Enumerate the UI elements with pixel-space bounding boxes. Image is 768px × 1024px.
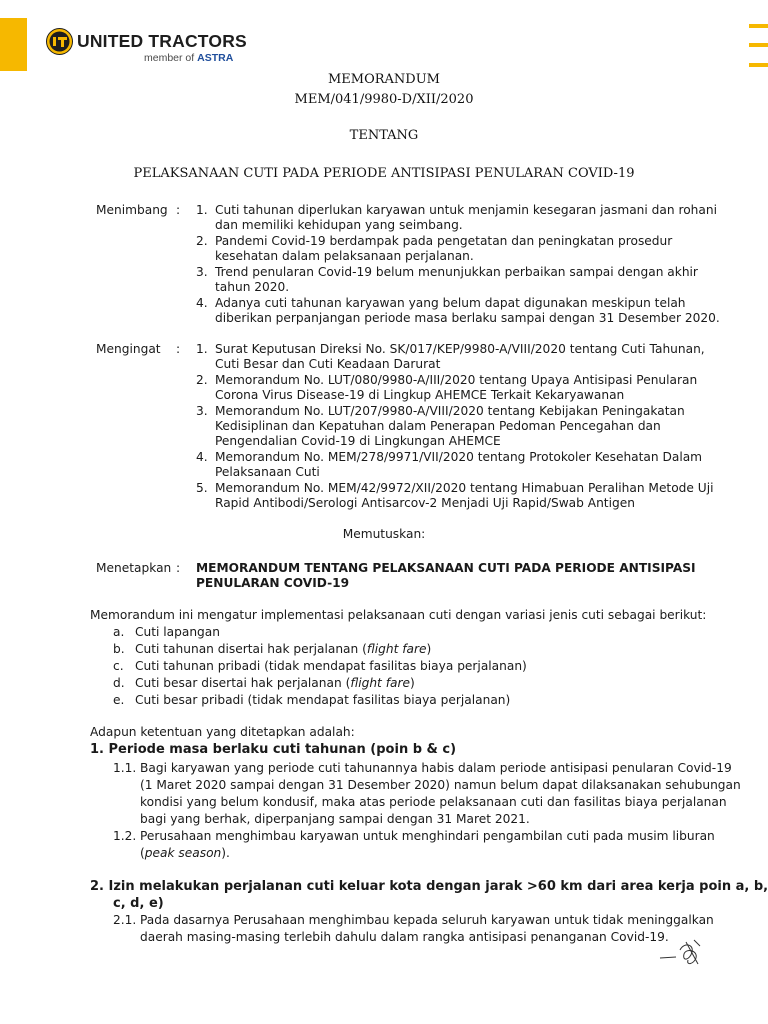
mengingat-line: Pelaksanaan Cuti	[215, 465, 320, 479]
mengingat-label: Mengingat	[96, 342, 161, 356]
menetapkan-label: Menetapkan	[96, 561, 172, 575]
mengingat-line: Memorandum No. MEM/278/9971/VII/2020 tentang Protokoler Kesehatan Dalam	[215, 450, 703, 464]
list-letter: c.	[113, 659, 124, 673]
logo-company-name: UNITED TRACTORS	[77, 31, 247, 51]
sub-line: Perusahaan menghimbau karyawan untuk menghindari pengambilan cuti pada musim liburan	[140, 829, 715, 843]
menimbang-label: Menimbang	[96, 203, 168, 217]
mengingat-num: 4.	[196, 450, 208, 464]
initial-signature	[658, 936, 708, 970]
menimbang-line: Cuti tahunan diperlukan karyawan untuk menjamin kesegaran jasmani dan rohani	[215, 203, 717, 217]
menimbang-line: Pandemi Covid-19 berdampak pada pengetatan dan peningkatan prosedur	[215, 234, 673, 248]
sub-num: 1.1.	[113, 761, 137, 775]
menimbang-num: 1.	[196, 203, 208, 217]
list-item: Cuti lapangan	[135, 625, 220, 639]
mengingat-line: Memorandum No. MEM/42/9972/XII/2020 tentang Himabuan Peralihan Metode Uji	[215, 481, 714, 495]
mengingat-num: 5.	[196, 481, 208, 495]
mengingat-line: Cuti Besar dan Cuti Keadaan Darurat	[215, 357, 441, 371]
list-item: Cuti tahunan disertai hak perjalanan (flight fare)	[135, 642, 432, 656]
menimbang-line: tahun 2020.	[215, 280, 290, 294]
mengingat-line: Rapid Antibodi/Serologi Antisarcov-2 Menjadi Uji Rapid/Swab Antigen	[215, 496, 635, 510]
sub-line: Bagi karyawan yang periode cuti tahunannya habis dalam periode antisipasi penularan Covid-19	[140, 761, 732, 775]
memo-number: MEM/041/9980-D/XII/2020	[294, 92, 474, 107]
menimbang-line: Adanya cuti tahunan karyawan yang belum dapat digunakan meskipun telah	[215, 296, 686, 310]
menimbang-line: Trend penularan Covid-19 belum menunjukkan perbaikan sampai dengan akhir	[215, 265, 698, 279]
memutuskan-heading: Memutuskan:	[342, 527, 426, 541]
sub-line: (peak season).	[140, 846, 230, 860]
list-letter: d.	[113, 676, 125, 690]
memo-title: MEMORANDUM	[327, 72, 440, 87]
menimbang-num: 2.	[196, 234, 208, 248]
list-item: Cuti besar disertai hak perjalanan (flight fare)	[135, 676, 415, 690]
mengingat-line: Corona Virus Disease-19 di Lingkup AHEMCE Terkait Kekaryawanan	[215, 388, 625, 402]
decorative-dash	[749, 43, 768, 47]
memo-tentang: TENTANG	[349, 128, 419, 143]
mengingat-line: Kedisiplinan dan Kepatuhan dalam Penerapan Pedoman Pencegahan dan	[215, 419, 661, 433]
menimbang-colon: :	[176, 203, 181, 217]
mengingat-line: Surat Keputusan Direksi No. SK/017/KEP/9980-A/VIII/2020 tentang Cuti Tahunan,	[215, 342, 705, 356]
menimbang-num: 3.	[196, 265, 208, 279]
brand-color-bar	[0, 18, 27, 71]
sub-line: kondisi yang belum kondusif, maka atas periode pelaksanaan cuti dan fasilitas biaya perjalanan	[140, 795, 727, 809]
list-item: Cuti besar pribadi (tidak mendapat fasilitas biaya perjalanan)	[135, 693, 511, 707]
mengingat-colon: :	[176, 342, 181, 356]
menetapkan-title: PENULARAN COVID-19	[196, 576, 350, 590]
sub-line: (1 Maret 2020 sampai dengan 31 Desember 2020) namun belum dapat dilaksanakan sehubungan	[140, 778, 741, 792]
list-item: Cuti tahunan pribadi (tidak mendapat fasilitas biaya perjalanan)	[135, 659, 527, 673]
menimbang-line: kesehatan dalam pelaksanaan perjalanan.	[215, 249, 474, 263]
decorative-dash	[749, 24, 768, 28]
mengingat-line: Memorandum No. LUT/080/9980-A/III/2020 tentang Upaya Antisipasi Penularan	[215, 373, 698, 387]
menimbang-line: diberikan perpanjangan periode masa berlaku sampai dengan 31 Desember 2020.	[215, 311, 720, 325]
mengingat-num: 1.	[196, 342, 208, 356]
list-letter: a.	[113, 625, 125, 639]
sub-line: daerah masing-masing terlebih dahulu dalam rangka antisipasi penanganan Covid-19.	[140, 930, 669, 944]
list-letter: e.	[113, 693, 125, 707]
section-1-title: 1. Periode masa berlaku cuti tahunan (poin b & c)	[90, 742, 457, 757]
mengingat-line: Pengendalian Covid-19 di Lingkungan AHEMCE	[215, 434, 501, 448]
sub-line: Pada dasarnya Perusahaan menghimbau kepada seluruh karyawan untuk tidak meninggalkan	[140, 913, 714, 927]
sub-line: bagi yang berhak, diperpanjang sampai dengan 31 Maret 2021.	[140, 812, 530, 826]
intro-text: Memorandum ini mengatur implementasi pelaksanaan cuti dengan variasi jenis cuti sebagai berikut:	[90, 608, 707, 622]
menetapkan-colon: :	[176, 561, 181, 575]
section-2-title: 2. Izin melakukan perjalanan cuti keluar kota dengan jarak >60 km dari area kerja poin a, b,	[90, 879, 768, 894]
menimbang-line: dan memiliki kehidupan yang seimbang.	[215, 218, 463, 232]
mengingat-num: 3.	[196, 404, 208, 418]
list-letter: b.	[113, 642, 125, 656]
mengingat-line: Memorandum No. LUT/207/9980-A/VIII/2020 tentang Kebijakan Peningakatan	[215, 404, 685, 418]
decorative-dash	[749, 63, 768, 67]
united-tractors-logo-icon	[46, 28, 73, 55]
mengingat-num: 2.	[196, 373, 208, 387]
menetapkan-title: MEMORANDUM TENTANG PELAKSANAAN CUTI PADA PERIODE ANTISIPASI	[196, 561, 696, 575]
logo-tagline: member of ASTRA	[144, 52, 234, 64]
menimbang-num: 4.	[196, 296, 208, 310]
section-2-title: c, d, e)	[113, 896, 164, 911]
sub-num: 1.2.	[113, 829, 137, 843]
sub-num: 2.1.	[113, 913, 137, 927]
memo-subject: PELAKSANAAN CUTI PADA PERIODE ANTISIPASI PENULARAN COVID-19	[133, 166, 635, 181]
ketentuan-intro: Adapun ketentuan yang ditetapkan adalah:	[90, 725, 355, 739]
